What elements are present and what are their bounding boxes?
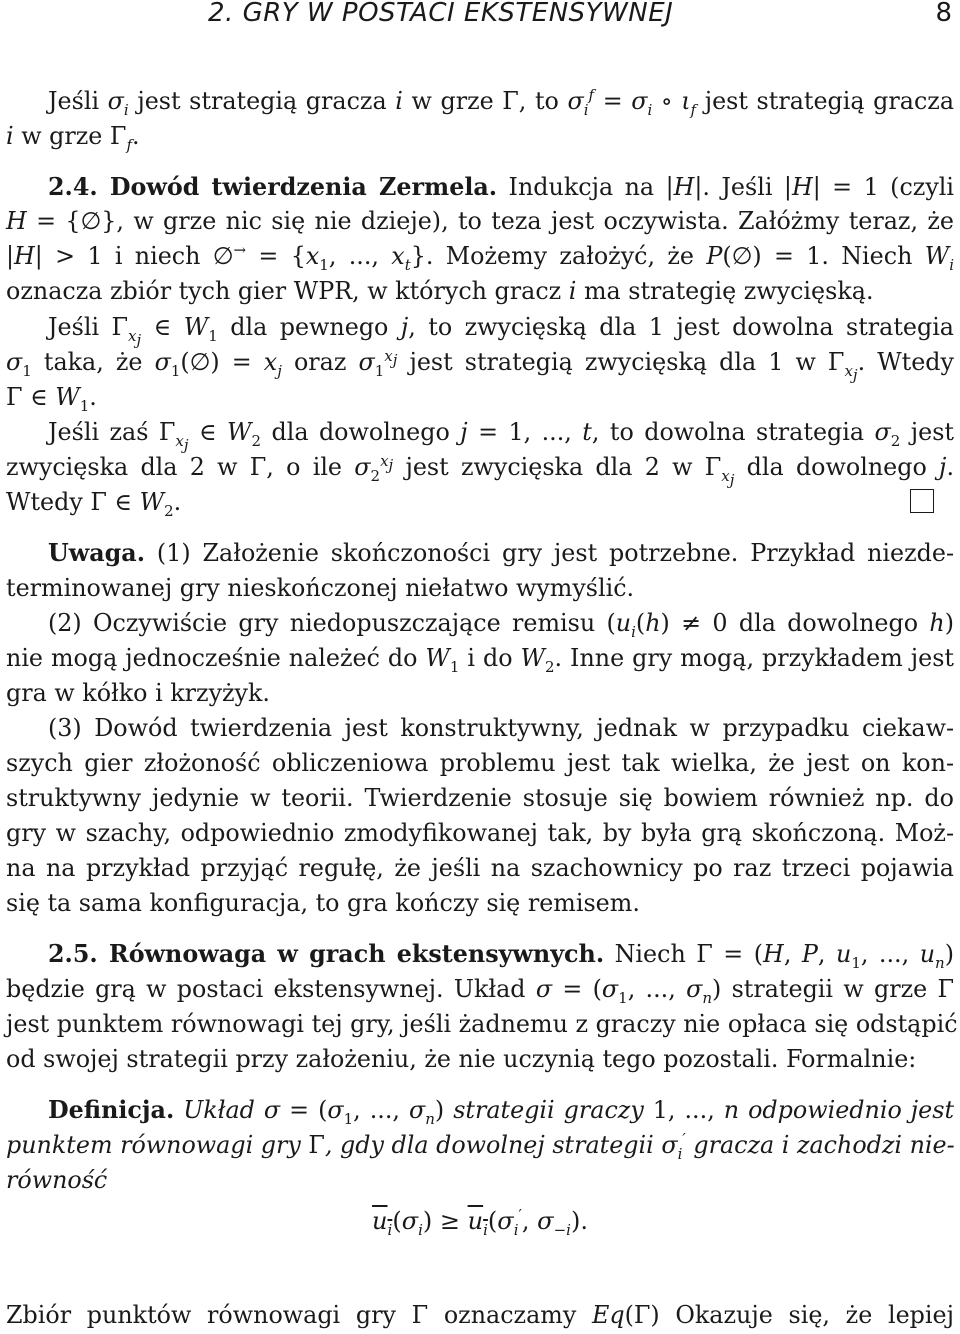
section-2-5-heading-line: 2.5. Równowaga w grach ekstensywnych. Niech Γ = (H, P, $u_1$, ..., $u_n$) [48,940,954,972]
text-line-22: na na przykład przyjąć regułę, że jeśli na szachownicy po raz trzeci pojawia [6,854,954,882]
text-line-29: punktem równowagi gry Γ, gdy dla dowolnej strategii $\sigma_i'$ gracza i zachodzi nie- [6,1130,955,1163]
text-line-23: się ta sama konfiguracja, to gra kończy się remisem. [6,889,640,917]
text-line-18: (3) Dowód twierdzenia jest konstruktywny, jednak w przypadku ciekaw- [48,714,954,742]
text-line-27: od swojej strategii przy założeniu, że nie uczynią tego pozostali. Formalnie: [6,1045,917,1073]
qed-square-icon [910,489,934,513]
text-line-4: H = {∅}, w grze nic się nie dzieje), to teza jest oczywista. Załóżmy teraz, że [6,207,954,235]
text-line-17: gra w kółko i krzyżyk. [6,679,270,707]
running-header [208,0,960,34]
text-line-9: Γ ∈ $W_1$. [6,383,97,415]
text-line-19: szych gier złożoność obliczeniowa problemu jest tak wielka, że jest on kon- [6,749,954,777]
text-line-7: Jeśli $\Gamma_{x_j}$ ∈ $W_1$ dla pewnego j, to zwycięską dla 1 jest dowolna strategia [48,313,954,349]
text-line-26: jest punktem równowagi tej gry, jeśli żadnemu z graczy nie opłaca się odstąpić [6,1010,958,1038]
remark-label: Uwaga. [48,539,146,567]
section-2-4-heading-line: 2.4. Dowód twierdzenia Zermela. Indukcja na |H|. Jeśli |H| = 1 (czyli [48,173,954,201]
text-line-13: Uwaga. (1) Założenie skończoności gry jest potrzebne. Przykład niezde- [48,539,954,567]
text-line-10: Jeśli zaś $\Gamma_{x_j}$ ∈ $W_2$ dla dowolnego j = 1, ..., t, to dowolna strategia $\sigma_2$ jest [48,418,954,454]
section-heading: 2.4. Dowód twierdzenia Zermela. [48,173,498,201]
text-line-8: $\sigma_1$ taka, że $\sigma_1(\emptyset) = x_j$ oraz $\sigma_1^{x_j}$ jest strategią zwycięską dla 1 w $\Gamma_{x_j}$. Wtedy [6,347,954,384]
page-number: 8 [935,0,952,28]
text-line-12: Wtedy Γ ∈ $W_2$. [6,488,182,520]
text-line-20: struktywny jedynie w teorii. Twierdzenie stosuje się bowiem również np. do [6,784,954,812]
text-line-14: terminowanej gry nieskończonej niełatwo wymyślić. [6,574,635,602]
chapter-title: 2. GRY W POSTACI EKSTENSYWNEJ [208,0,674,28]
definition-label: Definicja. [48,1096,175,1124]
equilibrium-inequality: $u_i(\sigma_i) \ge u_i(\sigma_i'$, $\sigma_{-i}$). [372,1206,588,1239]
text-line-32: Zbiór punktów równowagi gry Γ oznaczamy Eq(Γ) Okazuje się, że lepiej [6,1301,954,1329]
section-heading: 2.5. Równowaga w grach ekstensywnych. [48,940,605,968]
text-line-25: będzie grą w postaci ekstensywnej. Układ $\sigma = (\sigma_1$, ..., $\sigma_n$) strategii w grze Γ [6,975,955,1007]
text-line-30: równość [6,1166,108,1194]
text-line-1: Jeśli $\sigma_i$ jest strategią gracza i w grze Γ, to $\sigma_i^f = \sigma_i$ ∘ $\iota_f$ jest strategią gracza [48,86,955,119]
text-line-6: oznacza zbiór tych gier WPR, w których gracz i ma strategię zwycięską. [6,277,874,305]
text-line-15: (2) Oczywiście gry niedopuszczające remisu ($u_i(h) \ne 0$ dla dowolnego h) [48,609,954,641]
text-line-11: zwycięska dla 2 w Γ, o ile $\sigma_2^{x_j}$ jest zwycięska dla 2 w $\Gamma_{x_j}$ dla dowolnego j. [6,452,955,489]
text-line-28: Definicja. Układ $\sigma = (\sigma_1$, ..., $\sigma_n$) strategii graczy 1, ..., n odpowiednio jest [48,1096,955,1128]
text-line-2: i w grze $\Gamma_f$. [6,122,140,154]
text-line-16: nie mogą jednocześnie należeć do $W_1$ i do $W_2$. Inne gry mogą, przykładem jest [6,644,954,676]
text-line-5: |H| > 1 i niech ∅→ = {$x_1$, ..., $x_t$}. Możemy założyć, że P(∅) = 1. Niech $W_i$ [6,241,955,274]
text-line-21: gry w szachy, odpowiednio zmodyfikowanej tak, by była grą skończoną. Moż- [6,819,954,847]
